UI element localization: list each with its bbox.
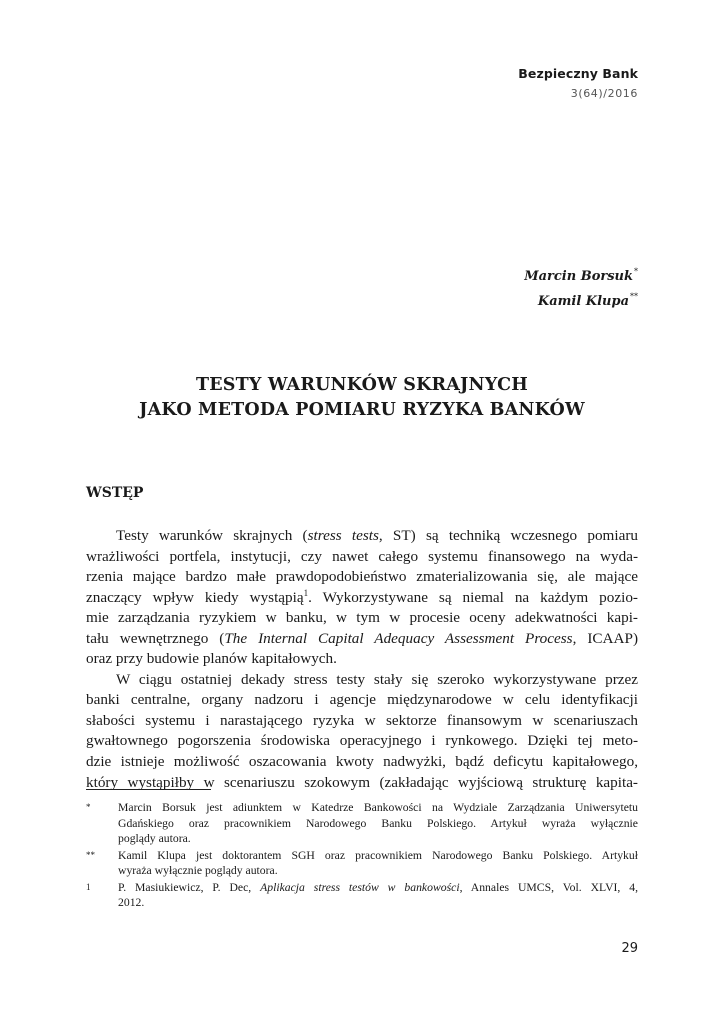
title-line-1: TESTY WARUNKÓW SKRAJNYCH	[196, 375, 528, 395]
author-2	[524, 287, 638, 312]
journal-header	[518, 66, 638, 100]
footnote-mark: 1	[86, 881, 91, 892]
text-run: , ST) są techniką wczesnego pomiaru	[378, 527, 638, 544]
paragraph-line: mie zarządzania ryzykiem w banku, w tym w procesie oceny adekwatności kapi-	[86, 609, 638, 627]
footnotes	[86, 800, 638, 912]
footnote-line	[118, 880, 638, 896]
paragraph-line: wrażliwości portfela, instytucji, czy nawet całego systemu finansowego na wyda-	[86, 547, 638, 565]
footnote-mark: **	[86, 849, 95, 860]
section-heading: WSTĘP	[86, 485, 144, 501]
footnote-line: Marcin Borsuk jest adiunktem w Katedrze Bankowości na Wydziale Zarządzania Uniwersytetu	[118, 801, 638, 814]
footnote	[86, 880, 638, 911]
paragraph-line: banki centralne, organy nadzoru i agencje międzynarodowe w celu identyfikacji	[86, 691, 638, 709]
footnote-line: wyraża wyłącznie poglądy autora.	[118, 864, 278, 877]
italic-term: Aplikacja stress testów w bankowości	[260, 880, 460, 894]
paragraph-line	[86, 588, 638, 609]
text-run: tału wewnętrznego (	[86, 629, 225, 647]
text-run: Testy warunków skrajnych (	[116, 527, 308, 544]
paragraph-2	[86, 670, 638, 793]
journal-name: Bezpieczny Bank	[518, 66, 638, 81]
text-run: P. Masiukiewicz, P. Dec,	[118, 880, 261, 894]
paragraph-1	[86, 526, 638, 670]
article-title	[86, 373, 638, 423]
italic-term: stress tests	[307, 527, 379, 544]
title-line-2: JAKO METODA POMIARU RYZYKA BANKÓW	[139, 400, 585, 420]
paragraph-line: rzenia mające bardzo małe prawdopodobieństwo zmaterializowania się, ale mające	[86, 568, 638, 586]
text-run: . Wykorzystywane są niemal na każdym pozio-	[308, 588, 638, 606]
footnote	[86, 848, 638, 879]
journal-issue: 3(64)/2016	[570, 87, 638, 100]
authors-block	[524, 262, 638, 312]
footnote-line: Kamil Klupa jest doktorantem SGH oraz pracownikiem Narodowego Banku Polskiego. Artykuł	[118, 848, 638, 862]
footnote-line: poglądy autora.	[118, 832, 191, 845]
author-1	[524, 262, 638, 287]
italic-term: The Internal Capital Adequacy Assessment Process	[224, 629, 573, 647]
paragraph-line: oraz przy budowie planów kapitałowych.	[86, 650, 337, 668]
paragraph-line: W ciągu ostatniej dekady stress testy stały się szeroko wykorzystywane przez	[116, 670, 638, 688]
footnote-line: Gdańskiego oraz pracownikiem Narodowego Banku Polskiego. Artykuł wyraża wyłącznie	[118, 816, 638, 830]
author-2-mark: **	[630, 292, 638, 301]
text-run: , Annales UMCS, Vol. XLVI, 4,	[459, 880, 638, 894]
paragraph-line	[86, 526, 638, 547]
author-2-name: Kamil Klupa	[537, 294, 629, 309]
paragraph-line: słabości systemu i narastającego ryzyka w sektorze finansowym w scenariuszach	[86, 711, 638, 729]
paragraph-line: dzie istnieje możliwość oszacowania kwoty nadwyżki, bądź deficytu kapitałowego,	[86, 753, 638, 771]
page-number: 29	[621, 941, 638, 956]
paragraph-line	[86, 629, 638, 650]
article-body	[86, 526, 638, 793]
text-run: znaczący wpływ kiedy wystąpią	[86, 588, 304, 606]
footnote-divider	[86, 789, 211, 790]
author-1-mark: *	[634, 267, 638, 276]
author-1-name: Marcin Borsuk	[524, 269, 633, 284]
footnote-ref: 1	[303, 587, 309, 598]
paragraph-line: gwałtownego pogorszenia środowiska operacyjnego i rynkowego. Dzięki tej meto-	[86, 732, 638, 750]
footnote	[86, 800, 638, 847]
footnote-line: 2012.	[118, 896, 145, 909]
text-run: , ICAAP)	[572, 629, 639, 647]
footnote-mark: *	[86, 802, 91, 812]
paragraph-line: który wystąpiłby w scenariuszu szokowym (zakładając wyjściową strukturę kapita-	[86, 773, 638, 791]
